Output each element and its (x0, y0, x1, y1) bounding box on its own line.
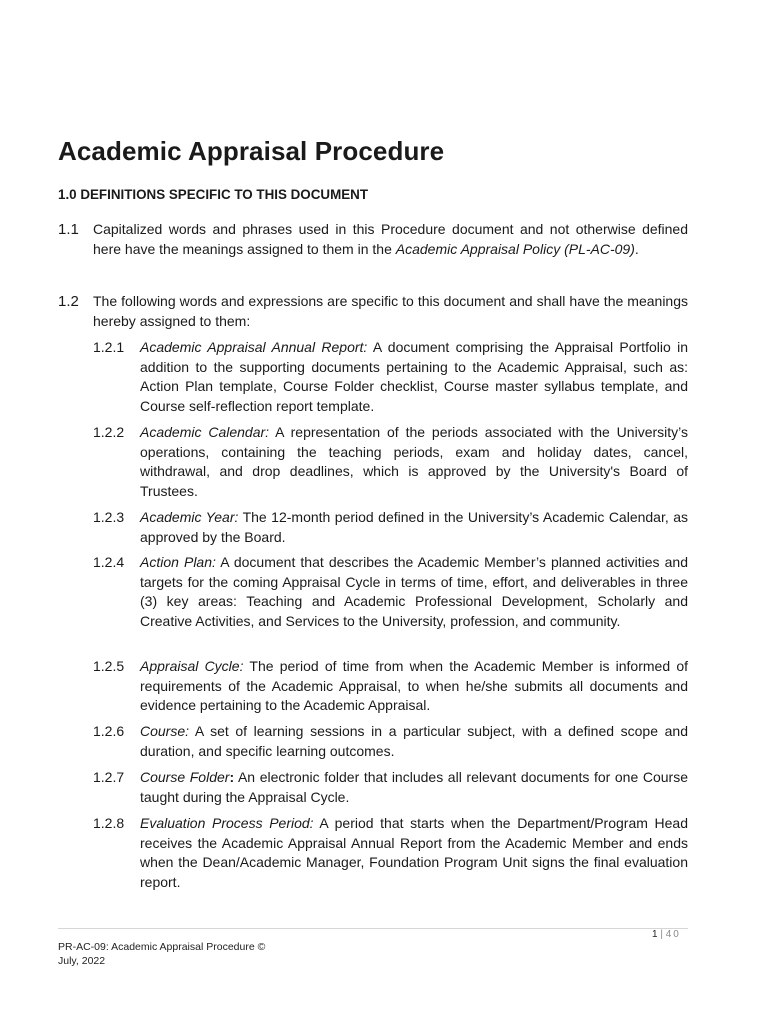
definition-number: 1.2.5 (93, 658, 125, 674)
definition-item (93, 508, 688, 547)
footer-divider (58, 928, 688, 929)
clause-1-1 (58, 220, 688, 259)
definition-text: Appraisal Cycle: The period of time from when the Academic Member is informed of requirements of the Academic Appraisal, to when he/she submits all documents and evidence pertaining to the Academic Appraisal. (140, 658, 688, 713)
definition-number: 1.2.6 (93, 723, 125, 739)
definition-text: Academic Calendar: A representation of the periods associated with the University’s operations, containing the teaching periods, exam and holiday dates, cancel, withdrawal, and drop deadlines, which is approved by the University's Board of Trustees. (140, 424, 688, 499)
definition-text: Course: A set of learning sessions in a particular subject, with a defined scope and duration, and specific learning outcomes. (140, 723, 688, 759)
definition-number: 1.2.1 (93, 339, 125, 355)
definition-text: Action Plan: A document that describes the Academic Member’s planned activities and targets for the coming Appraisal Cycle in terms of time, effort, and deliverables in three (3) key areas: Teaching and Academic Professional Development, Scholarly and Creative Activities, and Services to the University, profession, and community. (140, 554, 688, 629)
clause-text: The following words and expressions are specific to this document and shall have the meanings hereby assigned to them: (93, 293, 688, 329)
definition-number: 1.2.2 (93, 424, 125, 440)
definition-item (93, 814, 688, 892)
definition-term: Course: (140, 723, 190, 739)
page-number: 1 | 40 (652, 929, 681, 940)
footer (58, 940, 265, 968)
definition-term: Academic Appraisal Annual Report: (140, 339, 368, 355)
definition-number: 1.2.4 (93, 554, 125, 570)
definition-text: Academic Year: The 12-month period defined in the University’s Academic Calendar, as approved by the Board. (140, 509, 688, 545)
clause-1-2 (58, 292, 688, 331)
definition-text: Academic Appraisal Annual Report: A document comprising the Appraisal Portfolio in addition to the supporting documents pertaining to the Academic Appraisal, such as: Action Plan template, Course Folder checklist, Course master syllabus template, and Course self-reflection report template. (140, 339, 688, 414)
clause-number: 1.2 (58, 293, 79, 310)
definition-item (93, 768, 688, 807)
definition-item (93, 423, 688, 501)
definition-term: Course Folder (140, 769, 230, 785)
definition-number: 1.2.8 (93, 815, 125, 831)
section-heading: 1.0 DEFINITIONS SPECIFIC TO THIS DOCUMENT (58, 187, 368, 202)
definition-term: Action Plan: (140, 554, 216, 570)
definition-item (93, 722, 688, 761)
clause-number: 1.1 (58, 221, 79, 238)
definition-term: Evaluation Process Period: (140, 815, 314, 831)
definition-text: Evaluation Process Period: A period that starts when the Department/Program Head receives the Academic Appraisal Annual Report from the Academic Member and ends when the Dean/Academic Manager, Foundation Program Unit signs the final evaluation report. (140, 815, 689, 890)
definition-number: 1.2.7 (93, 769, 125, 785)
definition-number: 1.2.3 (93, 509, 125, 525)
definition-term: Appraisal Cycle: (140, 658, 244, 674)
definition-item (93, 657, 688, 716)
definition-term: Academic Year: (140, 509, 239, 525)
clause-text: Capitalized words and phrases used in this Procedure document and not otherwise defined here have the meanings assigned to them in the Academic Appraisal Policy (PL-AC-09). (93, 221, 688, 257)
page-title: Academic Appraisal Procedure (58, 136, 445, 166)
definition-item (93, 553, 688, 631)
definition-item (93, 338, 688, 416)
definition-text: Course Folder: An electronic folder that includes all relevant documents for one Course taught during the Appraisal Cycle. (140, 769, 689, 805)
footer-date: July, 2022 (58, 955, 106, 967)
footer-document-id: PR-AC-09: Academic Appraisal Procedure © (58, 941, 266, 953)
definition-term: Academic Calendar: (140, 424, 270, 440)
